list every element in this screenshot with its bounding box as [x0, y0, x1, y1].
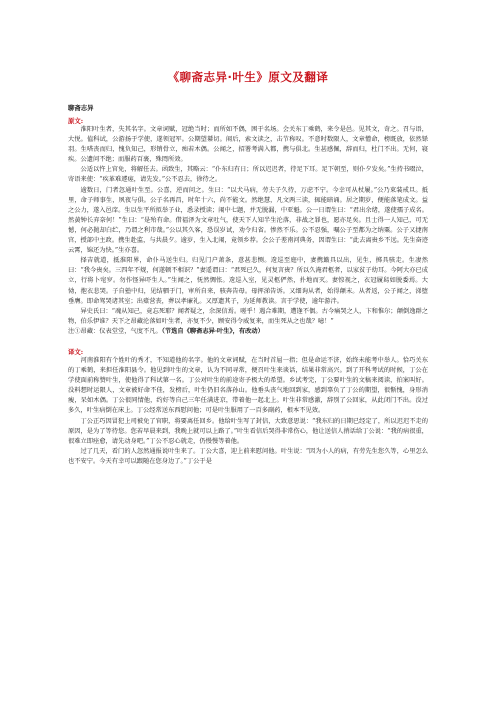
original-paragraph: 淮阳叶生者，失其名字。文章词赋，冠绝当时；而所如不偶，困于名场。会关东丁乘鹤，来令是邑。见其文，奇之。召与语，大悦。值科试，公游扬于学使，遂领冠军。公期望綦切。闱后，索文读之，击节称叹。不意时数限人，文章憎命，榜既放，依然铩羽。生嗒丧而归，愧负知己，形销骨立，痴若木偶。公闻之，招署考满入都，携与俱北。生甚感佩，辞而归，杜门不出。无何，寝疾。公遗问不绝；而服药百裹，殊罔所效。 [68, 126, 428, 164]
translation-paragraph: 丁公正巧因冒犯上司被免了官职，将要离任回乡。他给叶生写了封信，大致意思说：“我东归的日期已经定了，所以迟迟不走的原因，是为了等待您。您若早晨来到，我晚上就可以上路了。”叶生看信后哭得非常伤心，他让送信人捎话给丁公说：“我的病很重，很难立即痊愈，请先动身吧。”丁公不忍心就走，仍慢慢等着他。 [68, 417, 428, 445]
book-label: 聊斋志异 [68, 104, 94, 112]
translation-paragraph: 过了几天，看门的人忽然通报说叶生来了。丁公大喜，迎上前来慰问他。叶生说：“因为小人的病，有劳先生您久等，心里怎么也不安宁。今天有幸可以跟随在您身边了。”丁公于是 [68, 447, 428, 465]
original-paragraph: 择吉就道，抵淮阳界，命仆马送生归。归见门户萧条，意甚悲恻。逡巡至庭中，妻携簸具以出，见生，掷具骇走。生凄然曰：“我今贵矣。三四年不觌，何遂顿不相识？”妻遥谓曰：“君死已久，何复言贵？所以久淹君柩者，以家贫子幼耳。今阿大亦已成立，行将卜窀穸。勿作怪异吓生人。”生闻之，怃然惆怅。逡巡入室，见灵柩俨然，扑地而灭。妻惊视之，衣冠履舄如脱委焉。大恸，抱衣悲哭。子自塾中归，见结驷于门，审所自来，骇奔告母。母挥涕告诉。又细询从者，始得颠末。从者返，公子闻之，涕堕垂膺。即命驾哭诸其室；出橐营丧，葬以孝廉礼。又厚遗其子，为延师教读。言于学使，逾年游泮。 [68, 257, 428, 305]
original-paragraph: 异史氏曰：“魂从知己，竟忘死耶？闻者疑之，余深信焉。嗟乎！遇合难期，遭逢不偶。古今痛哭之人，卞和惟尔；颠倒逸群之物，伯乐伊谁？天下之昂藏沦落如叶生者，亦复不少，顾安得令威复来，而生死从之也哉？噫！” [68, 307, 428, 325]
document-title: 《聊斋志异·叶生》原文及翻译 [167, 70, 329, 84]
note-text: 注①昂藏：仪表堂堂，气度不凡。 [68, 327, 162, 335]
original-heading: 原文: [68, 117, 84, 125]
original-paragraph: 逾数日，门者忽通叶生至。公喜，逆而问之。生曰：“以犬马病，劳夫子久待，万虑不宁。今幸可从杖履。”公乃束装戒旦。抵里，命子师事生，夙夜与俱。公子名再昌，时年十六，尚不能文。然绝慧，凡文两三读，辄能暗诵。居之期岁，便能落笔成文。益之公力，遂入邑庠。生以生平所拟举子业，悉录授读；闱中七题，并无脱漏，中亚魁。公一日谓生曰：“君出余绪，遂使孺子成名。然黄钟长弃奈何！”生曰：“是殆有命。借福泽为文章吐气，使天下人知半生沦落，非战之罪也，愿亦足矣。且士得一人知己，可无憾，何必抛却白纻，乃谓之利市哉。”公以其久客，恐误岁试，劝令归省。惨然不乐。公不忍强，嘱公子至都为之纳粟。公子又捷南宫，授部中主政。携生赴监，与共晨夕。逾岁，生入北闱，竟领乡荐。会公子差南河典务，因谓生曰：“此去离贵乡不远。先生奋迹云霄，锦还为快。”生亦喜。 [68, 186, 428, 255]
original-paragraph: 公适以忤上官免，将解任去。函致生，其略云：“仆东归有日；所以迟迟者，待足下耳。足下朝至，则仆夕发矣。”生持书啜泣，寄语来使：“疾革难遽瘥，请先发。”公不忍去，徐待之。 [68, 166, 428, 184]
translation-heading: 译文: [68, 347, 84, 356]
annotation-note [68, 327, 428, 337]
translation-paragraph: 河南淮阳有个姓叶的秀才，不知道他的名字。他的文章词赋，在当时首屈一指；但是命运不济，始终未能考中举人。恰巧关东的丁乘鹤，来担任淮阳县令。他见到叶生的文章，认为不同寻常，便召叶生来谈话，结果非常高兴。到了开科考试的时候，丁公在学使面前称赞叶生，使他得了科试第一名。丁公对叶生的前途寄予极大的希望。乡试考完，丁公要叶生的文稿来阅读，拍案叫好。没料想时运限人，文章被好命不佳，发榜后，叶生仍旧名落孙山。他垂头丧气地回到家，感到辜负了丁公的期望，很惭愧，身形消瘦，呆如木偶。丁公很同情他，约好等自己三年任满进京，带着他一起北上。叶生非常感激，辞别了公回家，从此闭门不出。没过多久，叶生病倒在床上。丁公经常送东西慰问他；可是叶生服用了一百多副药，根本不见效。 [68, 356, 428, 415]
source-citation: （节选自《聊斋志异·叶生》，有改动） [161, 327, 264, 335]
